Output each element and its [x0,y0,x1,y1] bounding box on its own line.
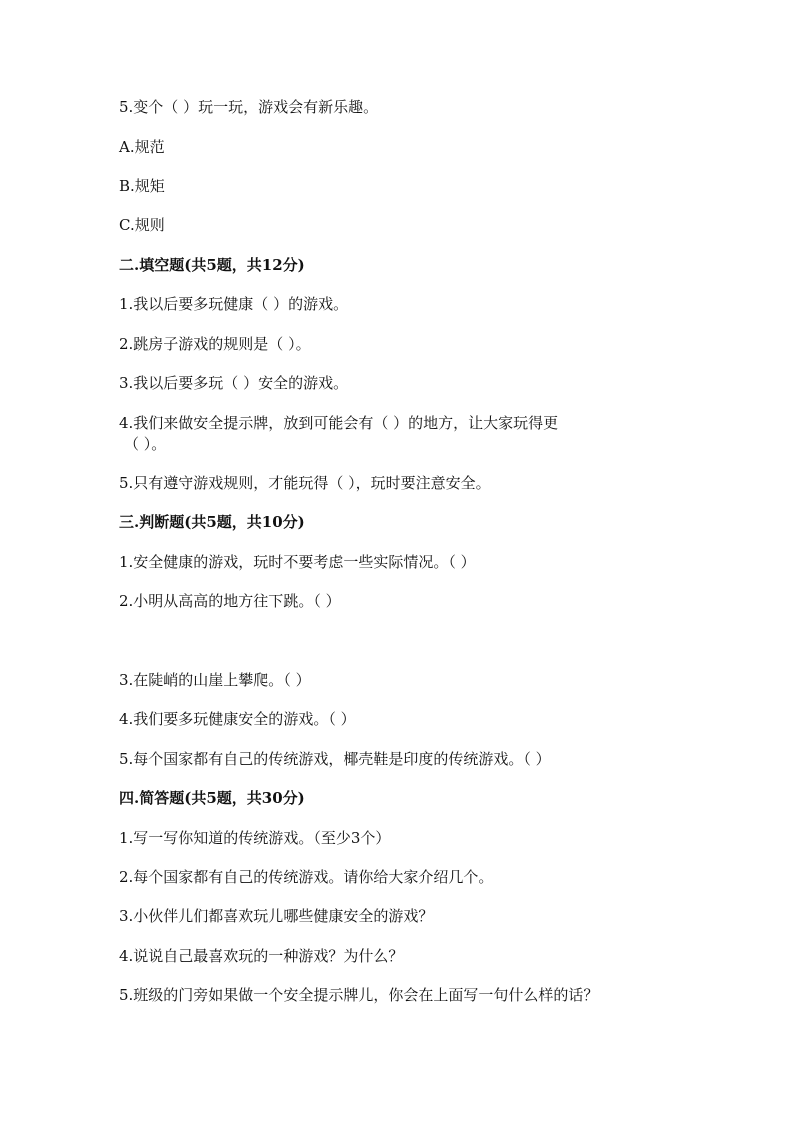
section-heading-true-false: 三.判断题(共5题，共10分) [119,513,305,531]
question-s1-5: 5.变个（ ）玩一玩，游戏会有新乐趣。 [119,98,379,116]
question-s2-1: 1.我以后要多玩健康（ ）的游戏。 [119,295,349,313]
option-b: B.规矩 [119,177,165,195]
question-s3-2: 2.小明从高高的地方往下跳。（ ） [119,592,341,610]
question-s2-3: 3.我以后要多玩（ ）安全的游戏。 [119,374,349,392]
question-s4-3: 3.小伙伴儿们都喜欢玩儿哪些健康安全的游戏？ [119,907,434,925]
option-a: A.规范 [119,138,165,156]
question-s3-1: 1.安全健康的游戏，玩时不要考虑一些实际情况。（ ） [119,553,476,571]
question-s2-2: 2.跳房子游戏的规则是（ ）。 [119,335,311,353]
question-s2-4: 4.我们来做安全提示牌，放到可能会有（ ）的地方，让大家玩得更 [119,414,559,432]
question-s3-5: 5.每个国家都有自己的传统游戏，椰壳鞋是印度的传统游戏。（ ） [119,750,551,768]
section-heading-short-answer: 四.简答题(共5题，共30分) [119,789,305,807]
question-s4-2: 2.每个国家都有自己的传统游戏。请你给大家介绍几个。 [119,868,494,886]
section-heading-fill-in: 二.填空题(共5题，共12分) [119,256,305,274]
question-s4-5: 5.班级的门旁如果做一个安全提示牌儿，你会在上面写一句什么样的话？ [119,986,599,1004]
option-c: C.规则 [119,216,165,234]
question-s2-5: 5.只有遵守游戏规则，才能玩得（ ），玩时要注意安全。 [119,474,491,492]
question-s4-1: 1.写一写你知道的传统游戏。（至少3个） [119,829,391,847]
question-s2-4-continued: （ ）。 [124,435,167,453]
question-s4-4: 4.说说自己最喜欢玩的一种游戏？为什么？ [119,947,404,965]
question-s3-3: 3.在陡峭的山崖上攀爬。（ ） [119,671,311,689]
question-s3-4: 4.我们要多玩健康安全的游戏。（ ） [119,710,356,728]
